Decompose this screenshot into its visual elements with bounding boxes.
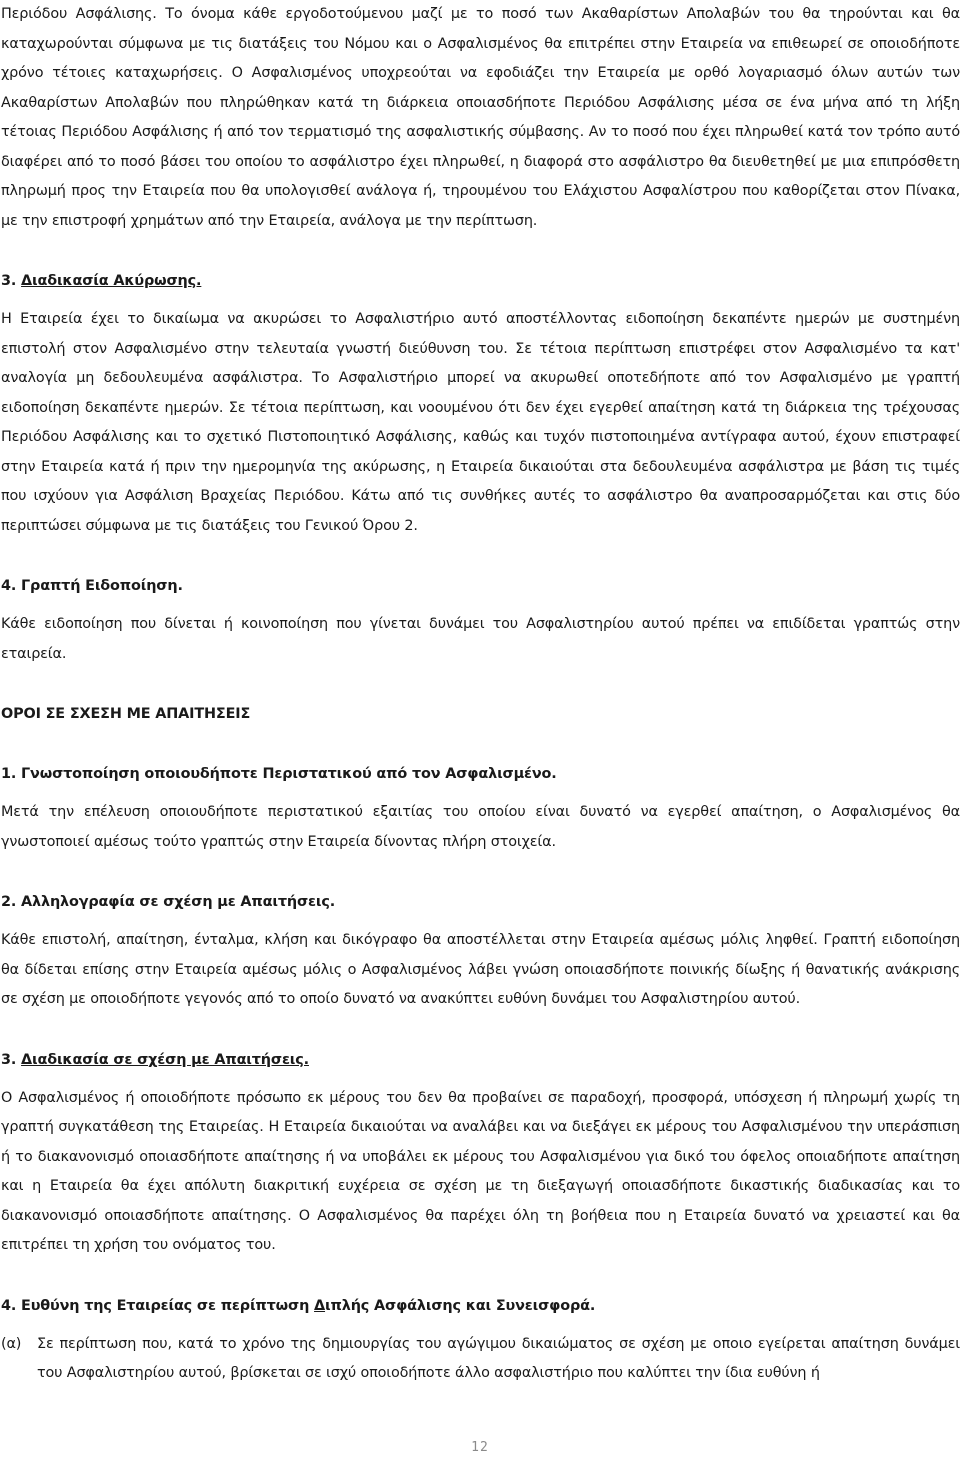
claims-3-body: Ο Ασφαλισμένος ή οποιοδήποτε πρόσωπο εκ μέρους του δεν θα προβαίνει σε παραδοχή, προσφορά, υπόσχεση ή πληρωμή χωρίς τη γραπτή συγκατάθεση της Εταιρείας. Η Εταιρεία δικαιούται να αναλάβει και να διεξάγει εκ μέρους του Ασφαλισμένου την υπεράσπιση ή το διακανονισμό οποιασδήποτε απαίτησης ή να υποβάλει εκ μέρους του Ασφαλισμένου για δικό του όφελος οποιαδήποτε απαίτηση και η Εταιρεία θα έχει απόλυτη διακριτική ευχέρεια σε σχέση με τη διεξαγωγή οποιασδήποτε δικαστικής διαδικασίας και το διακανονισμό οποιασδήποτε απαίτησης. Ο Ασφαλισμένος θα παρέχει όλη τη βοήθεια που η Εταιρεία δυνατό να χρειαστεί και θα επιτρέπει τη χρήση του ονόματος του. [1,1089,960,1253]
spacer [1,541,960,571]
spacer [1,669,960,699]
claims-3-heading [1,1045,960,1075]
item-text: Σε περίπτωση που, κατά το χρόνο της δημιουργίας του αγώγιμου δικαιώματος σε σχέση με οποιο εγείρεται απαίτηση δυνάμει του Ασφαλιστηρίου αυτού, βρίσκεται σε ισχύ οποιοδήποτε άλλο ασφαλιστήριο που καλύπτει την ίδια ευθύνη ή [37,1335,960,1381]
spacer [1,296,960,305]
spacer [1,236,960,266]
claims-4-title-part-1: 4. Ευθύνη της Εταιρείας σε περίπτωση [1,1297,315,1314]
claims-conditions-heading: ΟΡΟΙ ΣΕ ΣΧΕΣΗ ΜΕ ΑΠΑΙΤΗΣΕΙΣ [1,706,251,722]
spacer [1,1015,960,1045]
section-3-heading [1,266,960,296]
claims-1-heading: 1. Γνωστοποίηση οποιουδήποτε Περιστατικού από τον Ασφαλισμένο. [1,766,557,782]
claims-2-heading: 2. Αλληλογραφία σε σχέση με Απαιτήσεις. [1,894,336,910]
claims-4-heading [1,1291,960,1321]
section-3-body: Η Εταιρεία έχει το δικαίωμα να ακυρώσει το Ασφαλιστήριο αυτό αποστέλλοντας ειδοποίηση δεκαπέντε ημερών με συστημένη επιστολή στον Ασφαλισμένο στην τελευταία γνωστή διεύθυνση του. Σε τέτοια περίπτωση επιστρέφει στον Ασφαλισμένο τα κατ' αναλογία μη δεδουλευμένα ασφάλιστρα. Το Ασφαλιστήριο μπορεί να ακυρωθεί οποτεδήποτε από τον Ασφαλισμένο με γραπτή ειδοποίηση δεκαπέντε ημερών. Σε τέτοια περίπτωση, και νοουμένου ότι δεν έχει εγερθεί απαίτηση κατά τη διάρκεια της τρέχουσας Περιόδου Ασφάλισης και το σχετικό Πιστοποιητικό Ασφάλισης, καθώς και τυχόν πιστοποιημένα αντίγραφα αυτού, έχουν επιστραφεί στην Εταιρεία κατά ή πριν την ημερομηνία της ακύρωσης, η Εταιρεία δικαιούται στα δεδουλευμένα ασφάλιστρα με βάση τις τιμές που ισχύουν για Ασφάλιση Βραχείας Περιόδου. Κάτω από τις συνθήκες αυτές το ασφάλιστρο θα αναπροσαρμόζεται και στις δύο περιπτώσει σύμφωνα με τις διατάξεις του Γενικού Όρου 2. [1,311,960,534]
spacer [1,1075,960,1084]
section-4-body: Κάθε ειδοποίηση που δίνεται ή κοινοποίηση που γίνεται δυνάμει του Ασφαλιστηρίου αυτού πρέπει να επιδίδεται γραπτώς στην εταιρεία. [1,616,960,662]
spacer [1,1321,960,1330]
spacer [1,789,960,798]
intro-paragraph: Περιόδου Ασφάλισης. Το όνομα κάθε εργοδοτούμενου μαζί με το ποσό των Ακαθαρίστων Απολαβών του θα τηρούνται και θα καταχωρούνται σύμφωνα με τις διατάξεις του Νόμου και ο Ασφαλισμένος θα επιτρέπει στην Εταιρεία να επιθεωρεί σε οποιοδήποτε χρόνο τέτοιες καταχωρήσεις. Ο Ασφαλισμένος υποχρεούται να εφοδιάζει την Εταιρεία με ορθό λογαριασμό όλων αυτών των Ακαθαρίστων Απολαβών που πληρώθηκαν κατά τη διάρκεια οποιασδήποτε Περιόδου Ασφάλισης μέσα σε ένα μήνα από τη λήξη τέτοιας Περιόδου Ασφάλισης ή από τον τερματισμό της ασφαλιστικής σύμβασης. Αν το ποσό που έχει πληρωθεί κατά τον τρόπο αυτό διαφέρει από το ποσό βάσει του οποίου το ασφάλιστρο έχει πληρωθεί, η διαφορά στο ασφάλιστρο θα διευθετηθεί με μια επιπρόσθετη πληρωμή προς την Εταιρεία που θα υπολογισθεί ανάλογα ή, τηρουμένου του Ελάχιστου Ασφαλίστρου που καθορίζεται στον Πίνακα, με την επιστροφή χρημάτων από την Εταιρεία, ανάλογα με την περίπτωση. [1,6,960,229]
spacer [1,1261,960,1291]
claims-3-title: Διαδικασία σε σχέση με Απαιτήσεις. [21,1051,309,1068]
page-number: 12 [471,1440,489,1455]
section-3-number: 3. [1,273,22,289]
claims-4-title-underlined-letter: Δ [314,1297,326,1314]
claims-3-number: 3. [1,1051,22,1068]
section-3-title: Διαδικασία Ακύρωσης. [21,273,202,289]
claims-4-title-part-2: ιπλής Ασφάλισης και Συνεισφορά. [325,1297,596,1314]
spacer [1,729,960,759]
spacer [1,857,960,887]
claims-4-item-a [1,1330,960,1389]
spacer [1,601,960,610]
item-marker: (α) [1,1335,22,1352]
spacer [1,917,960,926]
section-4-heading: 4. Γραπτή Ειδοποίηση. [1,578,183,594]
claims-1-body: Μετά την επέλευση οποιουδήποτε περιστατικού εξαιτίας του οποίου είναι δυνατό να εγερθεί απαίτηση, ο Ασφαλισμένος θα γνωστοποιεί αμέσως τούτο γραπτώς στην Εταιρεία δίνοντας πλήρη στοιχεία. [1,804,960,850]
claims-2-body: Κάθε επιστολή, απαίτηση, ένταλμα, κλήση και δικόγραφο θα αποστέλλεται στην Εταιρεία αμέσως μόλις ληφθεί. Γραπτή ειδοποίηση θα δίδεται επίσης στην Εταιρεία αμέσως μόλις ο Ασφαλισμένος λάβει γνώση οποιασδήποτε ποινικής δίωξης ή θανατικής ανάκρισης σε σχέση με οποιοδήποτε γεγονός από το οποίο δυνατό να ανακύπτει ευθύνη δυνάμει του Ασφαλιστηρίου αυτού. [1,932,960,1007]
